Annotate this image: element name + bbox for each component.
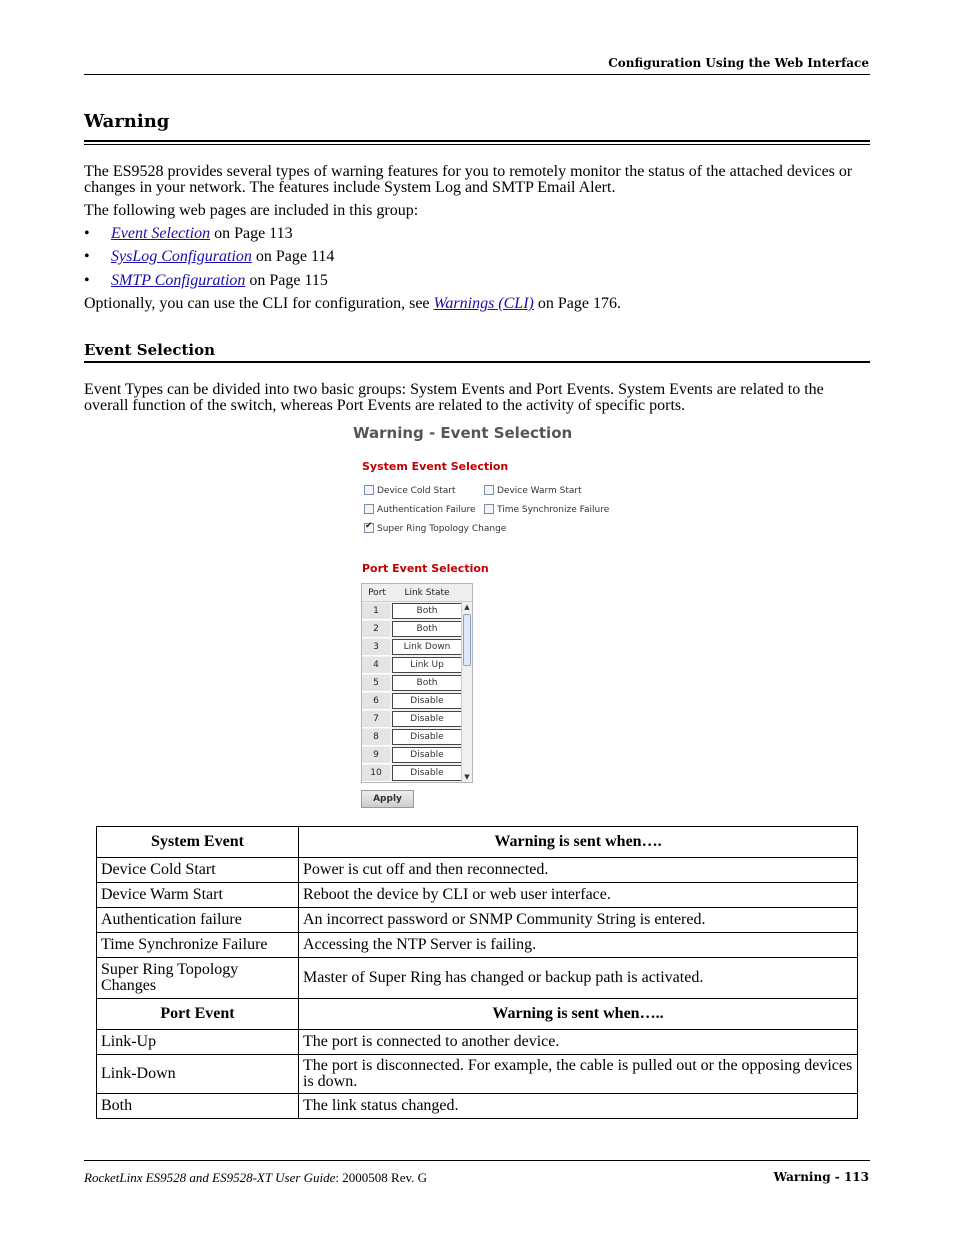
link-state-select[interactable]: Both	[392, 675, 462, 691]
port-row	[362, 602, 472, 620]
checkbox-box[interactable]	[364, 504, 374, 514]
table-row	[97, 1055, 858, 1094]
event-description-cell: Master of Super Ring has changed or backup path is activated.	[299, 958, 858, 999]
event-name-cell: Authentication failure	[97, 908, 299, 933]
running-header: Configuration Using the Web Interface	[608, 56, 869, 70]
table-header-cell: Warning is sent when….	[299, 827, 858, 858]
event-name-cell: Link-Down	[97, 1055, 299, 1094]
link-state-select[interactable]: Disable	[392, 711, 462, 727]
event-name-cell: Link-Up	[97, 1030, 299, 1055]
bullet-dot: •	[84, 248, 90, 265]
table-row	[97, 883, 858, 908]
table-header-cell: System Event	[97, 827, 299, 858]
header-rule	[84, 74, 870, 75]
table-header-cell: Warning is sent when…..	[299, 999, 858, 1030]
port-table-header	[362, 584, 472, 602]
intro-paragraph: The ES9528 provides several types of warning features for you to remotely monitor the status of the attached devices or changes in your network. The features include System Log and SMTP Email Alert.	[84, 163, 853, 196]
footer-guide	[84, 1170, 427, 1186]
subsection-body: Event Types can be divided into two basic groups: System Events and Port Events. System Events are related to the overall function of the switch, whereas Port Events are related to the activity of specific ports.	[84, 381, 824, 414]
port-row	[362, 638, 472, 656]
port-number: 5	[362, 675, 390, 692]
bullet-item	[84, 273, 328, 289]
system-event-selection-title: System Event Selection	[362, 460, 509, 473]
link-state-select[interactable]: Disable	[392, 765, 462, 781]
apply-button[interactable]: Apply	[361, 790, 414, 808]
port-row	[362, 692, 472, 710]
event-name-cell: Time Synchronize Failure	[97, 933, 299, 958]
cli-suffix: on Page 176.	[533, 295, 621, 312]
port-number: 9	[362, 747, 390, 764]
event-name-cell: Super Ring Topology Changes	[97, 958, 299, 999]
smtp-configuration-link[interactable]: SMTP Configuration	[111, 272, 246, 289]
port-table-scrollbar[interactable]	[461, 602, 472, 782]
warnings-cli-link[interactable]: Warnings (CLI)	[433, 295, 534, 312]
port-number: 4	[362, 657, 390, 674]
checkbox-label: Device Cold Start	[377, 486, 456, 496]
group-intro: The following web pages are included in this group:	[84, 202, 419, 219]
footer-page-number: Warning - 113	[773, 1170, 869, 1184]
link-state-select[interactable]: Both	[392, 603, 462, 619]
bullet-suffix: on Page 114	[251, 248, 335, 265]
event-description-cell: The port is disconnected. For example, the cable is pulled out or the opposing devices is down.	[299, 1055, 858, 1094]
event-selection-screenshot	[353, 424, 623, 814]
port-rows	[362, 602, 472, 782]
table-row	[97, 933, 858, 958]
checkbox-device-warm-start[interactable]	[484, 485, 582, 496]
event-name-cell: Device Warm Start	[97, 883, 299, 908]
link-state-select[interactable]: Disable	[392, 729, 462, 745]
section-title-rule	[84, 140, 870, 145]
port-row	[362, 728, 472, 746]
checkbox-device-cold-start[interactable]	[364, 485, 456, 496]
cli-prefix: Optionally, you can use the CLI for configuration, see	[84, 295, 434, 312]
checkbox-time-synchronize-failure[interactable]	[484, 504, 609, 515]
checkbox-authentication-failure[interactable]	[364, 504, 476, 515]
port-number: 10	[362, 765, 390, 782]
port-row	[362, 710, 472, 728]
screenshot-title: Warning - Event Selection	[353, 424, 573, 442]
link-state-column-header: Link State	[404, 587, 450, 598]
footer-guide-title: RocketLinx ES9528 and ES9528-XT User Guide	[84, 1170, 336, 1185]
footer-rev: : 2000508 Rev. G	[335, 1170, 428, 1185]
port-column-header: Port	[368, 587, 386, 598]
event-description-cell: The port is connected to another device.	[299, 1030, 858, 1055]
event-description-cell: Accessing the NTP Server is failing.	[299, 933, 858, 958]
port-number: 8	[362, 729, 390, 746]
table-row	[97, 1094, 858, 1119]
checkbox-label: Time Synchronize Failure	[497, 505, 610, 515]
checkbox-label: Device Warm Start	[497, 486, 582, 496]
event-selection-link[interactable]: Event Selection	[111, 225, 211, 242]
bullet-item	[84, 249, 334, 265]
syslog-configuration-link[interactable]: SysLog Configuration	[111, 248, 252, 265]
bullet-suffix: on Page 113	[210, 225, 293, 242]
port-number: 2	[362, 621, 390, 638]
link-state-select[interactable]: Disable	[392, 747, 462, 763]
checkbox-box[interactable]	[364, 485, 374, 495]
table-row	[97, 908, 858, 933]
cli-paragraph	[84, 296, 870, 312]
port-row	[362, 764, 472, 782]
port-row	[362, 674, 472, 692]
subsection-rule	[84, 361, 870, 363]
link-state-select[interactable]: Link Up	[392, 657, 462, 673]
table-header-cell: Port Event	[97, 999, 299, 1030]
port-number: 3	[362, 639, 390, 656]
link-state-select[interactable]: Disable	[392, 693, 462, 709]
checkbox-label: Authentication Failure	[377, 505, 476, 515]
table-row	[97, 1030, 858, 1055]
scroll-up-icon[interactable]: ▲	[464, 603, 470, 611]
bullet-item	[84, 226, 293, 242]
table-row	[97, 958, 858, 999]
table-header-row	[97, 827, 858, 858]
link-state-select[interactable]: Both	[392, 621, 462, 637]
footer-rule	[84, 1160, 870, 1161]
table-row	[97, 858, 858, 883]
port-number: 6	[362, 693, 390, 710]
checkbox-box[interactable]	[484, 504, 494, 514]
checkbox-label: Super Ring Topology Change	[377, 524, 507, 534]
port-row	[362, 746, 472, 764]
event-description-cell: An incorrect password or SNMP Community String is entered.	[299, 908, 858, 933]
scroll-down-icon[interactable]: ▼	[464, 773, 470, 781]
bullet-dot: •	[84, 225, 90, 242]
event-table	[96, 826, 858, 1119]
bullet-suffix: on Page 115	[245, 272, 328, 289]
link-state-select[interactable]: Link Down	[392, 639, 462, 655]
checkbox-box[interactable]	[484, 485, 494, 495]
scroll-thumb[interactable]	[463, 614, 471, 666]
port-event-table	[361, 583, 473, 783]
port-number: 1	[362, 603, 390, 620]
port-event-selection-title: Port Event Selection	[362, 562, 489, 575]
event-name-cell: Device Cold Start	[97, 858, 299, 883]
port-number: 7	[362, 711, 390, 728]
event-description-cell: Reboot the device by CLI or web user interface.	[299, 883, 858, 908]
checkbox-super-ring-topology-change[interactable]	[364, 523, 506, 534]
event-description-cell: The link status changed.	[299, 1094, 858, 1119]
event-name-cell: Both	[97, 1094, 299, 1119]
section-title: Warning	[84, 111, 170, 132]
checkbox-box-checked[interactable]	[364, 523, 374, 533]
bullet-dot: •	[84, 272, 90, 289]
event-description-cell: Power is cut off and then reconnected.	[299, 858, 858, 883]
port-row	[362, 620, 472, 638]
subsection-title: Event Selection	[84, 341, 216, 359]
port-row	[362, 656, 472, 674]
table-header-row	[97, 999, 858, 1030]
